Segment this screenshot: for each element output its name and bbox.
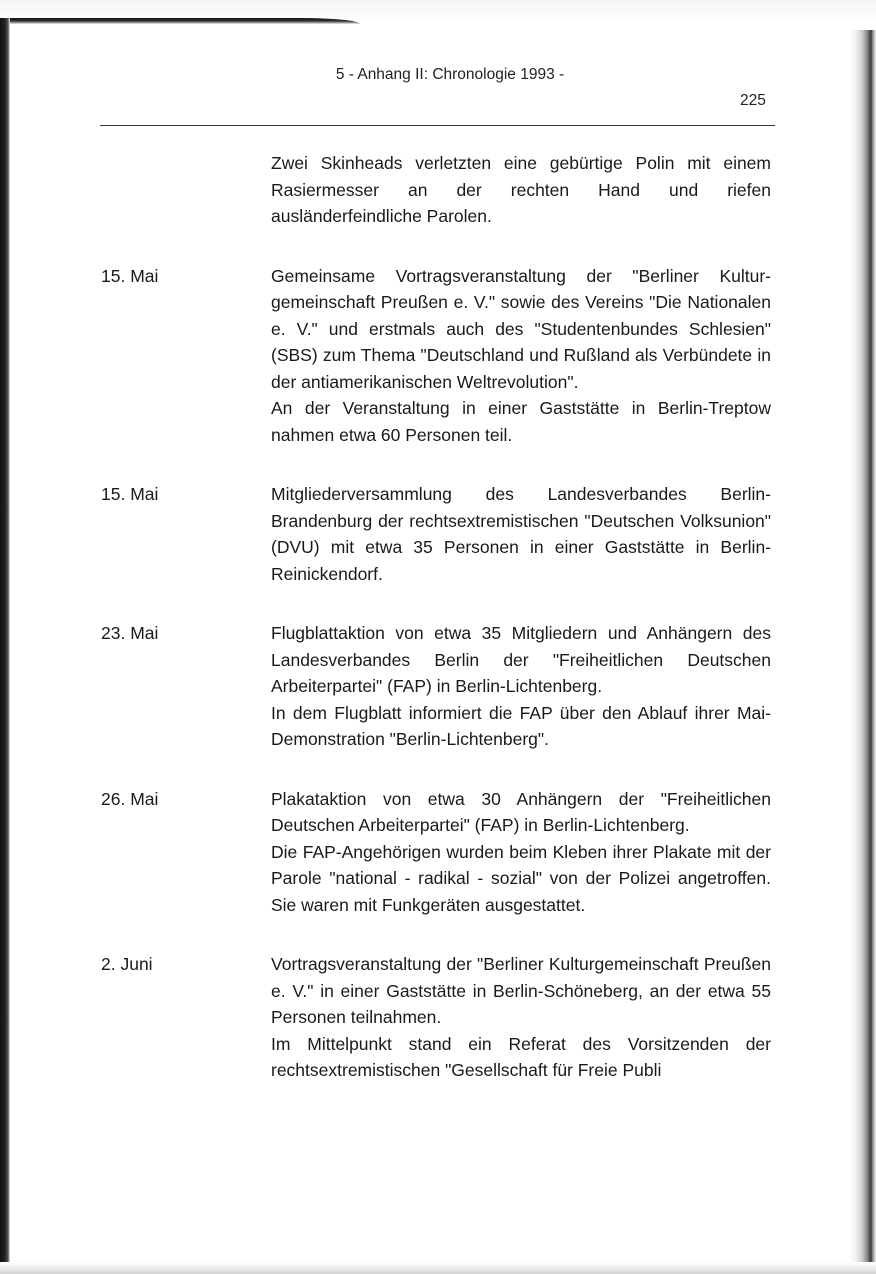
chronology-entries [0, 150, 876, 1117]
entry-date: 15. Mai [101, 265, 159, 286]
chronology-entry [0, 951, 876, 1084]
entry-paragraph: An der Veranstaltung in einer Gaststätte in Berlin-Treptow nahmen etwa 60 Personen teil. [271, 398, 771, 445]
entry-paragraph: In dem Flugblatt informiert die FAP über den Ablauf ihrer Mai-Demonstration "Berlin-Lichtenberg". [271, 702, 771, 749]
entry-paragraph: Mitgliederversammlung des Landesverbandes Berlin-Brandenburg der rechtsextremistischen "Deutschen Volksunion" (DVU) mit etwa 35 Personen in einer Gaststätte in Berlin-Reinickendorf. [271, 484, 771, 584]
entry-paragraph: Im Mittelpunkt stand ein Referat des Vorsitzenden der rechtsextremistischen "Gesellschaft für Freie Publi [271, 1033, 771, 1080]
page-number: 225 [740, 92, 766, 109]
chronology-entry [0, 786, 876, 919]
chronology-entry [0, 263, 876, 449]
chronology-entry [0, 150, 876, 230]
entry-text [271, 786, 771, 919]
entry-paragraph: Plakataktion von etwa 30 Anhängern der "Freiheitlichen Deutschen Arbeiterpartei" (FAP) in Berlin-Lichtenberg. [271, 788, 771, 835]
chronology-entry [0, 481, 876, 587]
entry-text [271, 620, 771, 753]
entry-paragraph: Gemeinsame Vortragsveranstaltung der "Berliner Kulturgemeinschaft Preußen e. V." sowie des Vereins "Die Nationalen e. V." und erstmals auch des "Studentenbundes Schlesien" (SBS) zum Thema "Deutschland und Rußland als Verbündete in der antiamerikanischen Weltrevolution". [271, 265, 771, 392]
entry-date: 23. Mai [101, 623, 159, 643]
chronology-entry [0, 620, 876, 753]
running-head: 5 - Anhang II: Chronologie 1993 - [335, 66, 565, 83]
entry-date: 2. Juni [101, 954, 153, 974]
scan-edge-left-top [0, 18, 360, 24]
entry-text [271, 150, 771, 230]
entry-paragraph: Die FAP-Angehörigen wurden beim Kleben ihrer Plakate mit der Parole "national - radikal - sozial" von der Polizei angetroffen. Sie waren mit Funkgeräten ausgestattet. [271, 841, 771, 915]
header-rule [100, 125, 775, 126]
entry-text [271, 263, 771, 449]
entry-date: 26. Mai [101, 788, 159, 809]
scan-edge-bottom [0, 1262, 876, 1274]
entry-paragraph: Vortragsveranstaltung der "Berliner Kulturgemeinschaft Preußen e. V." in einer Gaststätte in Berlin-Schöneberg, an der etwa 55 Personen teilnahmen. [271, 954, 771, 1027]
entry-date: 15. Mai [101, 484, 159, 504]
entry-paragraph: Flugblattaktion von etwa 35 Mitgliedern und Anhängern des Landesverbandes Berlin der "Freiheitlichen Deutschen Arbeiterpartei" (FAP) in Berlin-Lichtenberg. [271, 623, 771, 696]
entry-text [271, 481, 771, 587]
entry-text [271, 951, 771, 1084]
entry-paragraph: Zwei Skinheads verletzten eine gebürtige Polin mit einem Rasiermesser an der rechten Hand und riefen ausländerfeindliche Parolen. [271, 153, 771, 226]
